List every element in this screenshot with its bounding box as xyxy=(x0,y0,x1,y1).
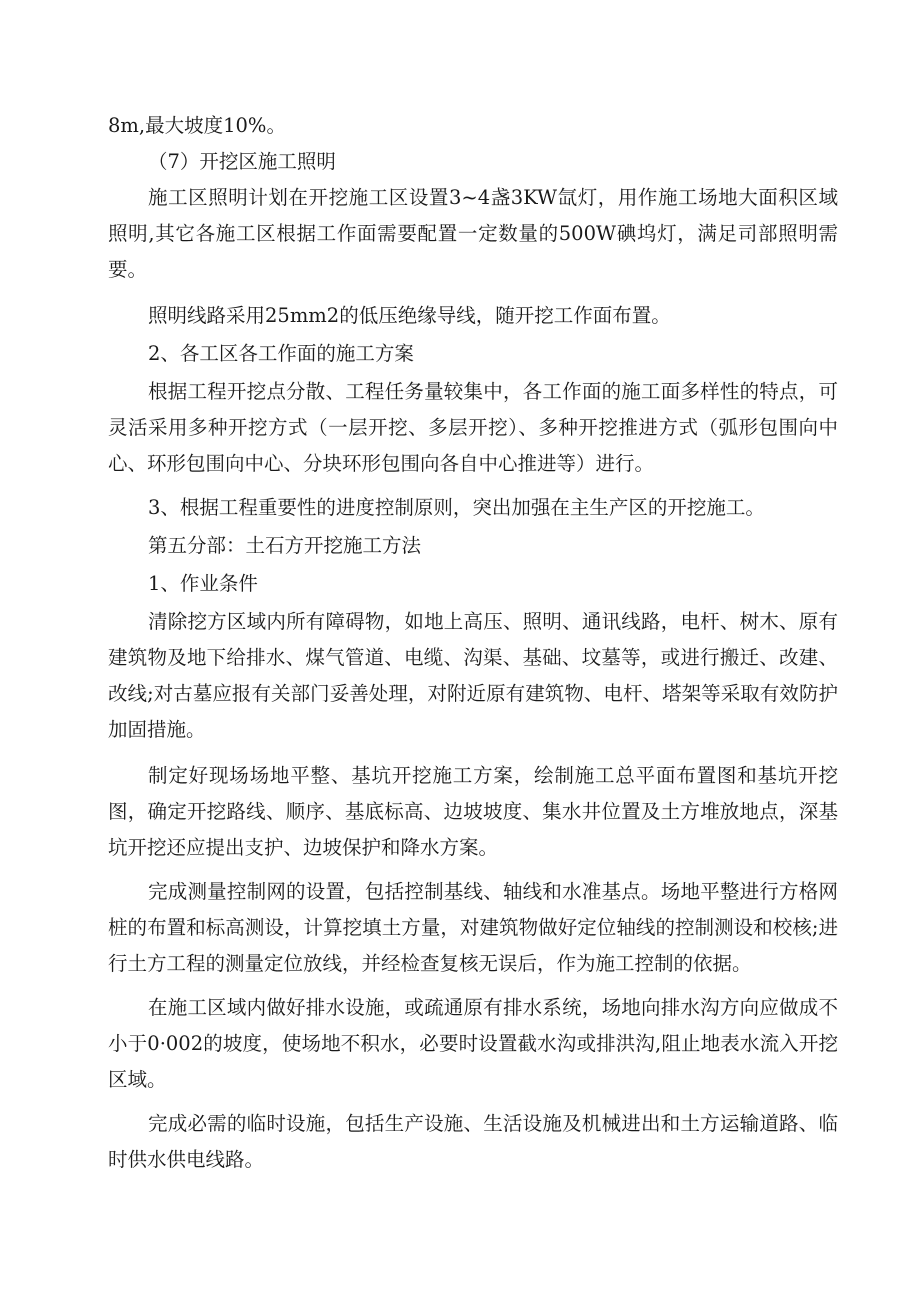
heading-excavation-lighting: （7）开挖区施工照明 xyxy=(148,150,336,173)
paragraph-excavation-methods: 根据工程开挖点分散、工程任务量较集中，各工作面的施工面多样性的特点，可灵活采用多种开挖方式（一层开挖、多层开挖）、多种开挖推进方式（弧形包围向中心、环形包围向中心、分块环形包围向各自中心推进等）进行。 xyxy=(108,380,838,475)
paragraph-lighting-wiring: 照明线路采用25mm2的低压绝缘导线，随开挖工作面布置。 xyxy=(148,304,671,327)
paragraph-temporary-facilities: 完成必需的临时设施，包括生产设施、生活设施及机械进出和土方运输道路、临时供水供电线路。 xyxy=(108,1112,838,1171)
paragraph-slope-continuation: 8m,最大坡度10%。 xyxy=(108,114,286,137)
paragraph-site-plan: 制定好现场场地平整、基坑开挖施工方案，绘制施工总平面布置图和基坑开挖图，确定开挖路线、顺序、基底标高、边坡坡度、集水井位置及土方堆放地点，深基坑开挖还应提出支护、边坡保护和降水方案。 xyxy=(108,764,838,859)
heading-work-zone-plans: 2、各工区各工作面的施工方案 xyxy=(148,342,414,365)
paragraph-drainage: 在施工区域内做好排水设施，或疏通原有排水系统，场地向排水沟方向应做成不小于0·002的坡度，使场地不积水，必要时设置截水沟或排洪沟,阻止地表水流入开挖区域。 xyxy=(108,996,838,1091)
paragraph-lighting-plan: 施工区照明计划在开挖施工区设置3~4盏3KW氙灯，用作施工场地大面积区域照明,其它各施工区根据工作面需要配置一定数量的500W碘坞灯，满足司部照明需要。 xyxy=(108,186,838,281)
paragraph-clear-obstacles: 清除挖方区域内所有障碍物，如地上高压、照明、通讯线路，电杆、树木、原有建筑物及地下给排水、煤气管道、电缆、沟渠、基础、坟墓等，或进行搬迁、改建、改线;对古墓应报有关部门妥善处理，对附近原有建筑物、电杆、塔架等采取有效防护加固措施。 xyxy=(108,610,838,741)
paragraph-survey-control: 完成测量控制网的设置，包括控制基线、轴线和水准基点。场地平整进行方格网桩的布置和标高测设，计算挖填土方量，对建筑物做好定位轴线的控制测设和校核;进行土方工程的测量定位放线，并经检查复核无误后，作为施工控制的依据。 xyxy=(108,880,838,975)
heading-work-conditions: 1、作业条件 xyxy=(148,572,258,595)
heading-part-five: 第五分部：土石方开挖施工方法 xyxy=(148,534,422,557)
paragraph-progress-control: 3、根据工程重要性的进度控制原则，突出加强在主生产区的开挖施工。 xyxy=(148,496,765,519)
